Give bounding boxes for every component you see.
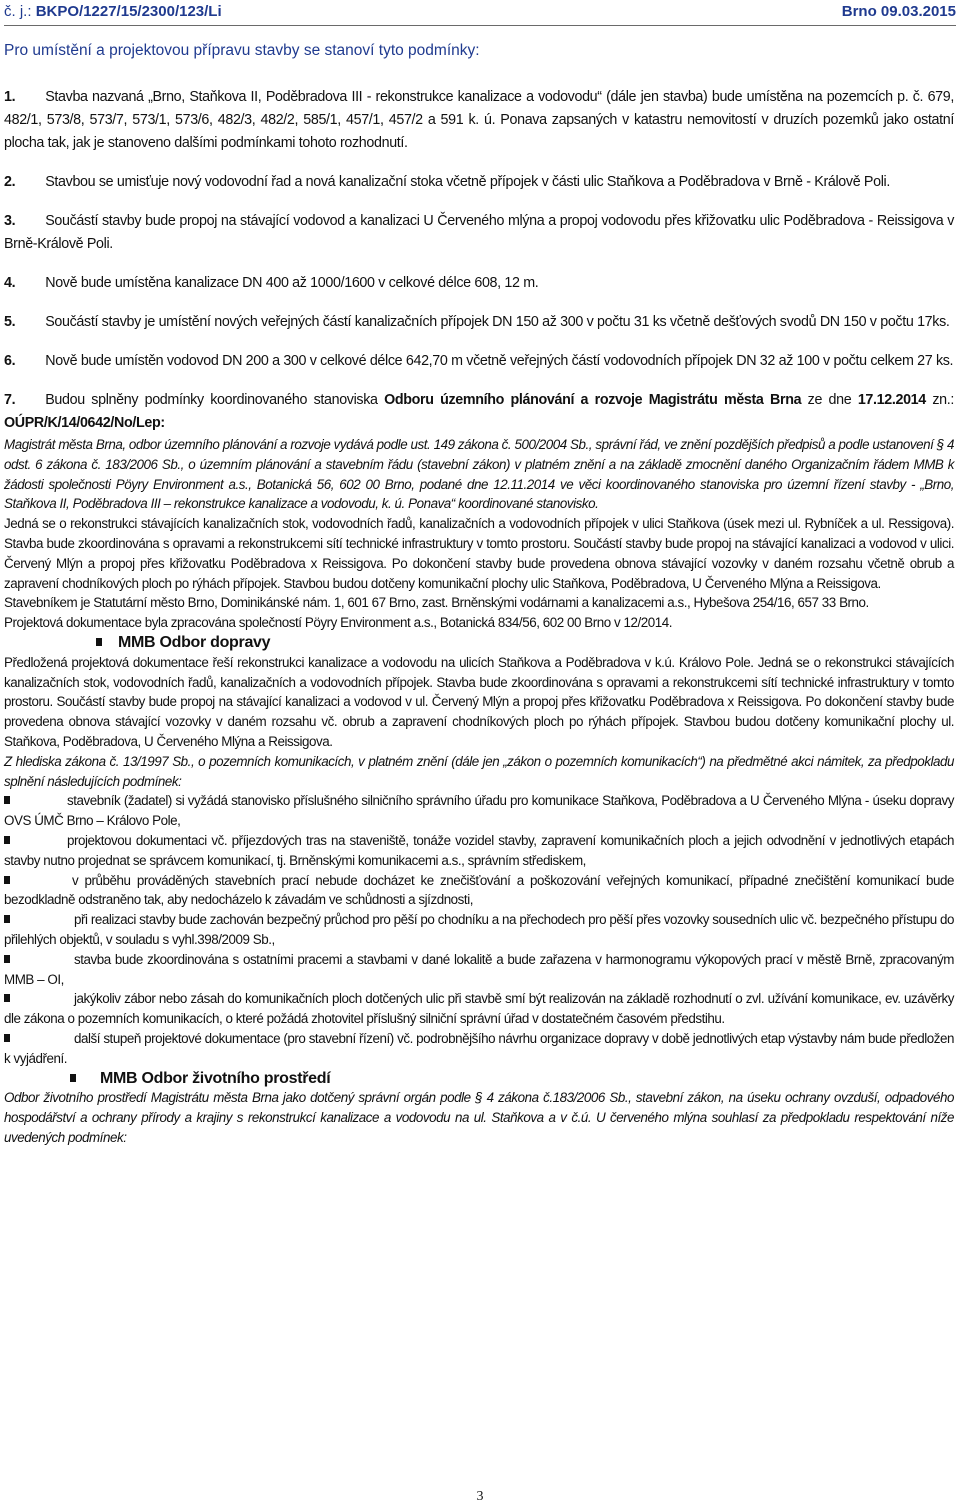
design-statement: Projektová dokumentace byla zpracována společností Pöyry Environment a.s., Botanická 834/56, 602 00 Brno v 12/2014. bbox=[4, 615, 673, 631]
bullet-icon bbox=[4, 1034, 10, 1042]
investor-statement: Stavebníkem je Statutární město Brno, Dominikánské nám. 1, 601 67 Brno, zast. Brněnskými vodárnami a kanalizacemi a.s., Hybešova 254/16, 657 33 Brno. bbox=[4, 595, 869, 611]
page-header bbox=[4, 3, 956, 26]
condition-2: 2. Stavbou se umisťuje nový vodovodní řad a nová kanalizační stoka včetně přípojek v části ulic Staňkova a Poděbradova v Brně - Králově Poli. bbox=[4, 174, 890, 190]
law-statement: Z hlediska zákona č. 13/1997 Sb., o pozemních komunikacích, v platném znění (dále jen „zákon o pozemních komunikacích“) na předmětné akci námitek, za předpokladu splnění následujících podmínek: bbox=[4, 753, 954, 789]
zivotni-prostredi-statement: Odbor životního prostředí Magistrátu města Brna jako dotčený správní orgán podle § 4 zákona č.183/2006 Sb., stavební zákon, na úseku ochrany ovzduší, odpadového hospodářství a ochrany přírody a krajiny s rekonstrukcí kanalizace a vodovodu na ul. Staňkova a v č.ú. U červeného mlýna souhlasí za předpokladu respektování níže uvedených podmínek: bbox=[4, 1090, 954, 1145]
bullet-icon bbox=[4, 994, 10, 1002]
bullet-item: v průběhu prováděných stavebních prací nebude docházet ke znečišťování a poškozování veřejných komunikací, případné znečištění komunikací bude bezodkladně odstraněno tak, aby nedocházelo k závadám ve schůdnosti a sjízdnosti, bbox=[4, 872, 954, 908]
condition-5: 5. Součástí stavby je umístění nových veřejných částí kanalizačních přípojek DN 150 až 300 v počtu 31 ks včetně dešťových svodů DN 150 v počtu 17ks. bbox=[4, 314, 950, 330]
project-description: Jedná se o rekonstrukci stávajících kanalizačních stok, vodovodních řadů, kanalizačních a vodovodních přípojek v ulici Staňkova (úsek mezi ul. Rybníček a ul. Ressigova). Stavba bude zkoordinována s opravami a rekonstrukcemi sítí technické infrastruktury v tomto prostoru. Součástí stavby bude propoj na stávající kanalizaci a vodovod v ulici. Červený Mlýn a propoj přes křižovatku Poděbradova x Reissigova. Po dokončení stavby bude provedena obnova stávající vozovky v daném rozsahu včetně obrub a zapravení chodníkových ploch po rýhách přípojek. Stavbou budou dotčeny komunikační plochy ulic Staňkova, Poděbradova, U Červeného Mlýna a Reissigova. bbox=[4, 516, 954, 591]
page-number: 3 bbox=[476, 1489, 484, 1504]
bullet-item: projektovou dokumentaci vč. příjezdových tras na staveniště, tonáže vozidel stavby, zapravení komunikačních ploch a jejich odvodnění v jednotlivých etapách stavby nutno projednat se správcem komunikací, tj. Brněnskými komunikacemi a.s., správním střediskem, bbox=[4, 832, 954, 868]
document-body bbox=[4, 86, 954, 1148]
bullet-item: další stupeň projektové dokumentace (pro stavební řízení) vč. podrobnějšího návrhu organizace dopravy v době jednotlivých etap výstavby nám bude předložen k vyjádření. bbox=[4, 1030, 954, 1066]
bullet-icon bbox=[96, 638, 102, 646]
reference-number: č. j.: BKPO/1227/15/2300/123/Li bbox=[4, 3, 222, 20]
bullet-icon bbox=[4, 955, 10, 963]
bullet-icon bbox=[4, 836, 10, 844]
bullet-icon bbox=[4, 876, 10, 884]
bullet-item: stavebník (žadatel) si vyžádá stanovisko příslušného silničního správního úřadu pro komunikace Staňkova, Poděbradova a U Červeného Mlýna - úseku dopravy OVS ÚMČ Brno – Královo Pole, bbox=[4, 793, 954, 829]
doprava-statement: Předložená projektová dokumentace řeší rekonstrukci kanalizace a vodovodu na ulicích Staňkova a Poděbradova v k.ú. Královo Pole. Jedná se o rekonstrukci stávajících kanalizačních stok, vodovodních řadů, kanalizačních a vodovodních přípojek. Stavba bude zkoordinována s opravami a rekonstrukcemi sítí technické infrastruktury v tomto prostoru. Součástí stavby bude propoj na stávající kanalizaci a vodovod v ul. Červený Mlýn a propoj přes křižovatku Poděbradova x Reissigova. Po dokončení stavby bude provedena obnova stávající vozovky v daném rozsahu vč. obrub a zapravení chodníkových ploch po rýhách přípojek. Stavbou budou dotčeny komunikační plochy ul. Staňkova, Poděbradova, U Červeného Mlýna a Reissigova. bbox=[4, 654, 954, 749]
bullet-icon bbox=[4, 915, 10, 923]
condition-3: 3. Součástí stavby bude propoj na stávající vodovod a kanalizaci U Červeného mlýna a propoj vodovodu přes křižovatku ulic Poděbradova - Reissigova v Brně-Králově Poli. bbox=[4, 213, 954, 252]
condition-6: 6. Nově bude umístěn vodovod DN 200 a 300 v celkové délce 642,70 m včetně veřejných částí vodovodních přípojek DN 32 až 100 v počtu celkem 27 ks. bbox=[4, 353, 954, 369]
bullet-item: jakýkoliv zábor nebo zásah do komunikačních ploch dotčených ulic při stavbě smí být realizován na základě rozhodnutí o zvl. užívání komunikace, ev. uzávěrky dle zákona o pozemních komunikacích, o které požádá zhotovitel příslušný silniční správní úřad v dostatečném časovém předstihu. bbox=[4, 991, 954, 1027]
section-heading-doprava: MMB Odbor dopravy bbox=[4, 633, 954, 653]
oupr-statement: Magistrát města Brna, odbor územního plánování a rozvoje vydává podle ust. 149 zákona č. 500/2004 Sb., správní řád, ve znění pozdějších předpisů a podle ustanovení § 4 odst. 6 zákona č. 183/2006 Sb., o územním plánování a stavebním řádu (stavební zákon) v platném znění a na základě zmocnění daného Organizačním řádem MMB k žádosti společnosti Pöyry Environment a.s., Botanická 56, 602 00 Brno, podané dne 12.11.2014 ve věci koordinovaného stanoviska pro územní řízení stavby - „Brno, Staňkova II, Poděbradova III – rekonstrukce kanalizace a vodovodu, k. ú. Ponava“ koordinované stanovisko. bbox=[4, 437, 954, 512]
bullet-item: stavba bude zkoordinována s ostatními pracemi a stavbami v dané lokalitě a bude zařazena v harmonogramu výkopových prací v městě Brně, zpracovaným MMB – OI, bbox=[4, 951, 954, 987]
condition-4: 4. Nově bude umístěna kanalizace DN 400 až 1000/1600 v celkové délce 608, 12 m. bbox=[4, 275, 539, 291]
bullet-item: při realizaci stavby bude zachován bezpečný průchod pro pěší po chodníku a na přechodech pro pěší přes vozovky sousedních ulic vč. bezpečného přístupu do přilehlých objektů, v souladu s vyhl.398/2009 Sb., bbox=[4, 912, 954, 947]
condition-7: 7. Budou splněny podmínky koordinovaného stanoviska Odboru územního plánování a rozvoje Magistrátu města Brna ze dne 17.12.2014 zn.: OÚPR/K/14/0642/No/Lep: bbox=[4, 392, 954, 431]
section-heading-zivotni-prostredi: MMB Odbor životního prostředí bbox=[4, 1069, 954, 1089]
conditions-intro: Pro umístění a projektovou přípravu stavby se stanoví tyto podmínky: bbox=[4, 42, 480, 59]
bullet-icon bbox=[4, 796, 10, 804]
condition-1: 1. Stavba nazvaná „Brno, Staňkova II, Poděbradova III - rekonstrukce kanalizace a vodovodu“ (dále jen stavba) bude umístěna na pozemcích p. č. 679, 482/1, 573/8, 573/7, 573/1, 573/6, 482/3, 482/2, 585/1, 457/1, 457/2 a 591 k. ú. Ponava zapsaných v katastru nemovitostí v druzích pozemků jako ostatní plocha tak, jak je stanoveno dalšími podmínkami tohoto rozhodnutí. bbox=[4, 89, 954, 151]
place-and-date: Brno 09.03.2015 bbox=[841, 3, 956, 20]
bullet-icon bbox=[70, 1074, 76, 1082]
